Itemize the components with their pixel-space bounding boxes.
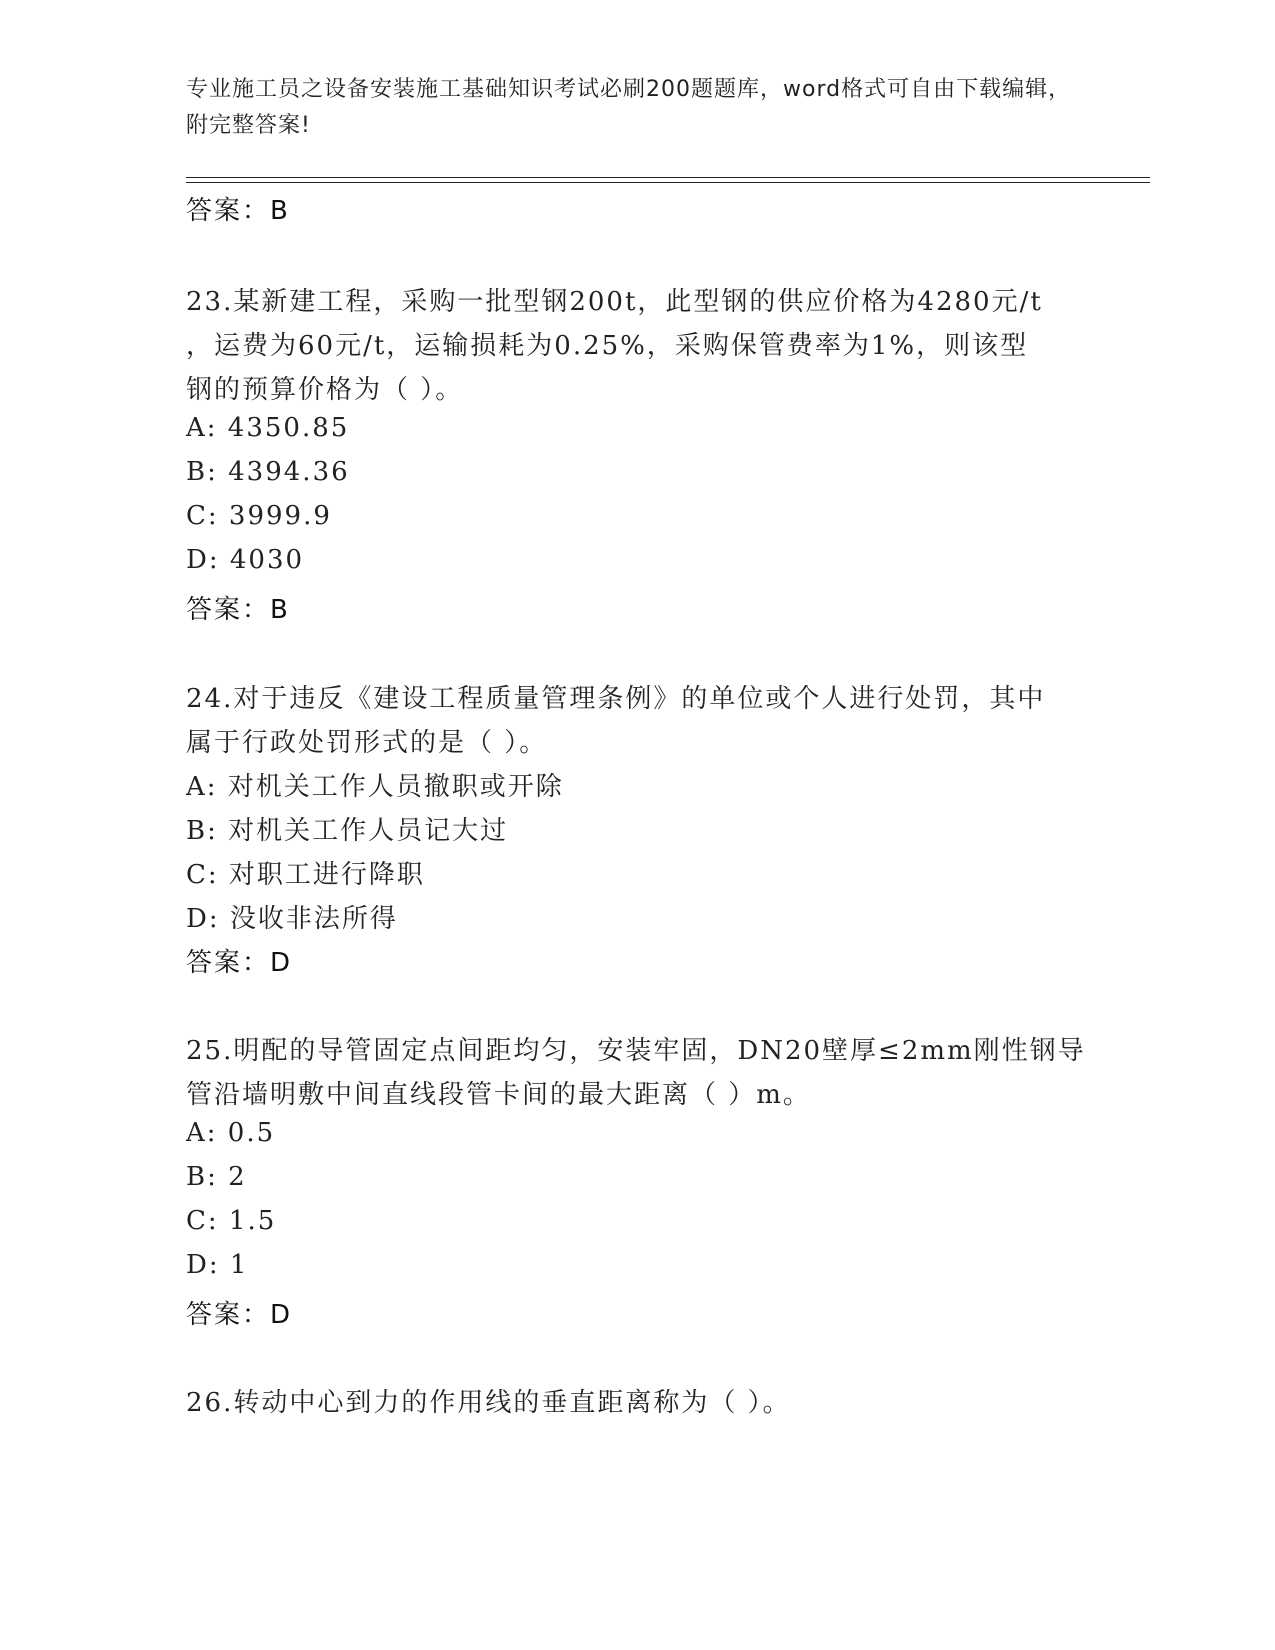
page-header: 专业施工员之设备安装施工基础知识考试必刷200题题库，word格式可自由下载编辑，附完整答案!: [186, 77, 1072, 138]
question-text-line: 管沿墙明敷中间直线段管卡间的最大距离（ ）m。: [186, 1080, 811, 1110]
header-rule-bottom: [186, 182, 1150, 183]
question-text-line: 26.转动中心到力的作用线的垂直距离称为（ ）。: [186, 1388, 791, 1418]
option-a: A: 对机关工作人员撤职或开除: [186, 772, 564, 802]
option-d: D: 没收非法所得: [186, 904, 398, 934]
option-a: A: 0.5: [186, 1118, 276, 1148]
question-text-line: 24.对于违反《建设工程质量管理条例》的单位或个人进行处罚，其中: [186, 684, 1046, 714]
option-c: C: 对职工进行降职: [186, 860, 425, 890]
question-text-line: 23.某新建工程，采购一批型钢200t，此型钢的供应价格为4280元/t: [186, 287, 1043, 317]
question-text-line: 钢的预算价格为（ ）。: [186, 375, 464, 405]
answer-line: 答案：D: [186, 948, 293, 978]
option-b: B: 对机关工作人员记大过: [186, 816, 509, 846]
option-b: B: 4394.36: [186, 457, 350, 487]
question-text-line: 25.明配的导管固定点间距均匀，安装牢固，DN20壁厚≤2mm刚性钢导: [186, 1036, 1086, 1066]
option-c: C: 3999.9: [186, 501, 332, 531]
option-a: A: 4350.85: [186, 413, 350, 443]
answer-line: 答案：B: [186, 196, 290, 226]
option-b: B: 2: [186, 1162, 247, 1192]
option-c: C: 1.5: [186, 1206, 277, 1236]
question-text-line: ，运费为60元/t，运输损耗为0.25%，采购保管费率为1%，则该型: [186, 331, 1029, 361]
question-text-line: 属于行政处罚形式的是（ ）。: [186, 728, 548, 758]
answer-line: 答案：D: [186, 1300, 293, 1330]
option-d: D: 1: [186, 1250, 249, 1280]
header-rule-top: [186, 177, 1150, 178]
answer-line: 答案：B: [186, 595, 290, 625]
option-d: D: 4030: [186, 545, 305, 575]
